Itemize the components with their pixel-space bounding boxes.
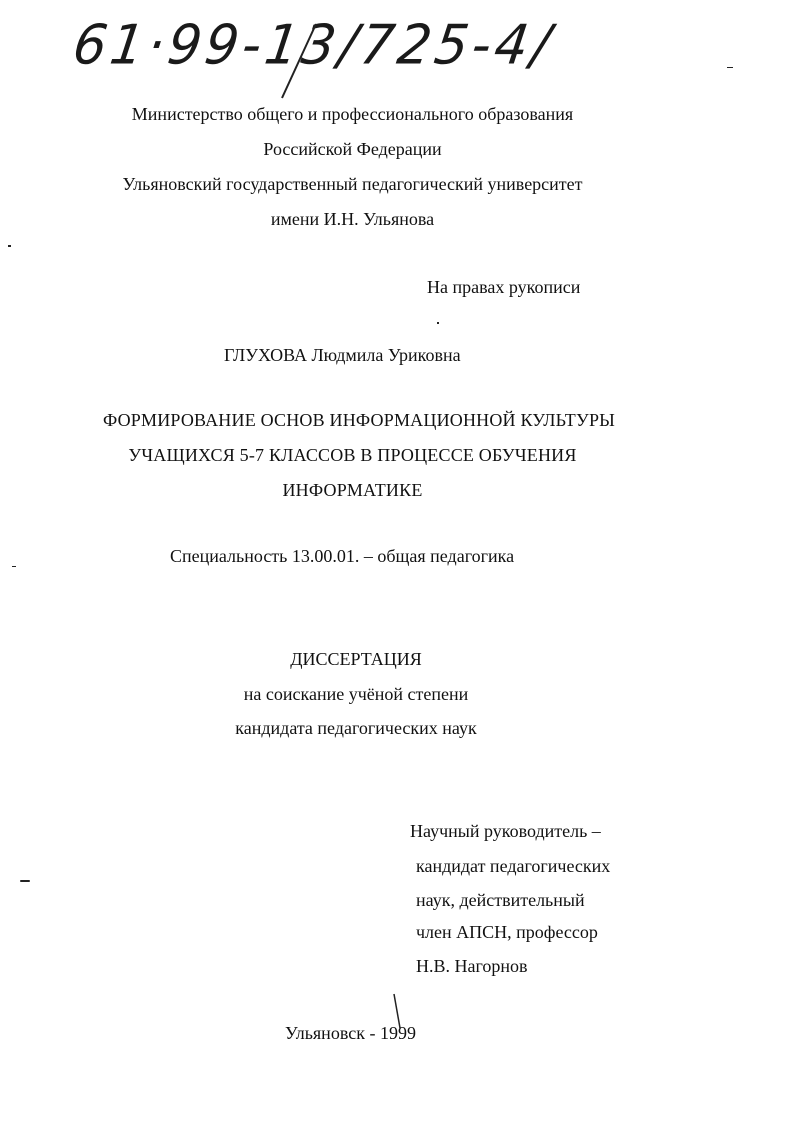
university-line: Ульяновский государственный педагогический университет: [122, 174, 583, 194]
handwritten-archive-code: 61·99-13/725-4/: [69, 14, 558, 77]
rights-note: На правах рукописи: [427, 277, 581, 297]
supervisor-line-2: кандидат педагогических: [416, 856, 611, 876]
handwritten-stroke-icon: [268, 22, 328, 102]
named-after-line: имени И.Н. Ульянова: [270, 209, 435, 229]
title-line-1: ФОРМИРОВАНИЕ ОСНОВ ИНФОРМАЦИОННОЙ КУЛЬТУРЫ: [102, 410, 616, 430]
specialty-line: Специальность 13.00.01. – общая педагогика: [170, 546, 515, 566]
city-year-line: Ульяновск - 1999: [285, 1023, 416, 1043]
scan-speck-icon: [437, 322, 439, 324]
supervisor-line-4: член АПСН, профессор: [416, 922, 598, 942]
supervisor-line-3: наук, действительный: [416, 890, 585, 910]
work-type-label: ДИССЕРТАЦИЯ: [290, 649, 422, 669]
title-line-3: ИНФОРМАТИКЕ: [282, 480, 423, 500]
scan-speck-icon: [727, 67, 733, 68]
country-line: Российской Федерации: [263, 139, 442, 159]
degree-purpose-line-1: на соискание учёной степени: [243, 684, 469, 704]
degree-purpose-line-2: кандидата педагогических наук: [235, 718, 477, 738]
supervisor-line-5: Н.В. Нагорнов: [416, 956, 528, 976]
scan-speck-icon: [20, 880, 30, 882]
ministry-line: Министерство общего и профессионального образования: [131, 104, 574, 124]
title-line-2: УЧАЩИХСЯ 5-7 КЛАССОВ В ПРОЦЕССЕ ОБУЧЕНИЯ: [128, 445, 577, 465]
supervisor-line-1: Научный руководитель –: [410, 821, 601, 841]
author-name: ГЛУХОВА Людмила Уриковна: [224, 345, 461, 365]
scan-speck-icon: [12, 566, 16, 567]
scan-speck-icon: [8, 245, 11, 247]
